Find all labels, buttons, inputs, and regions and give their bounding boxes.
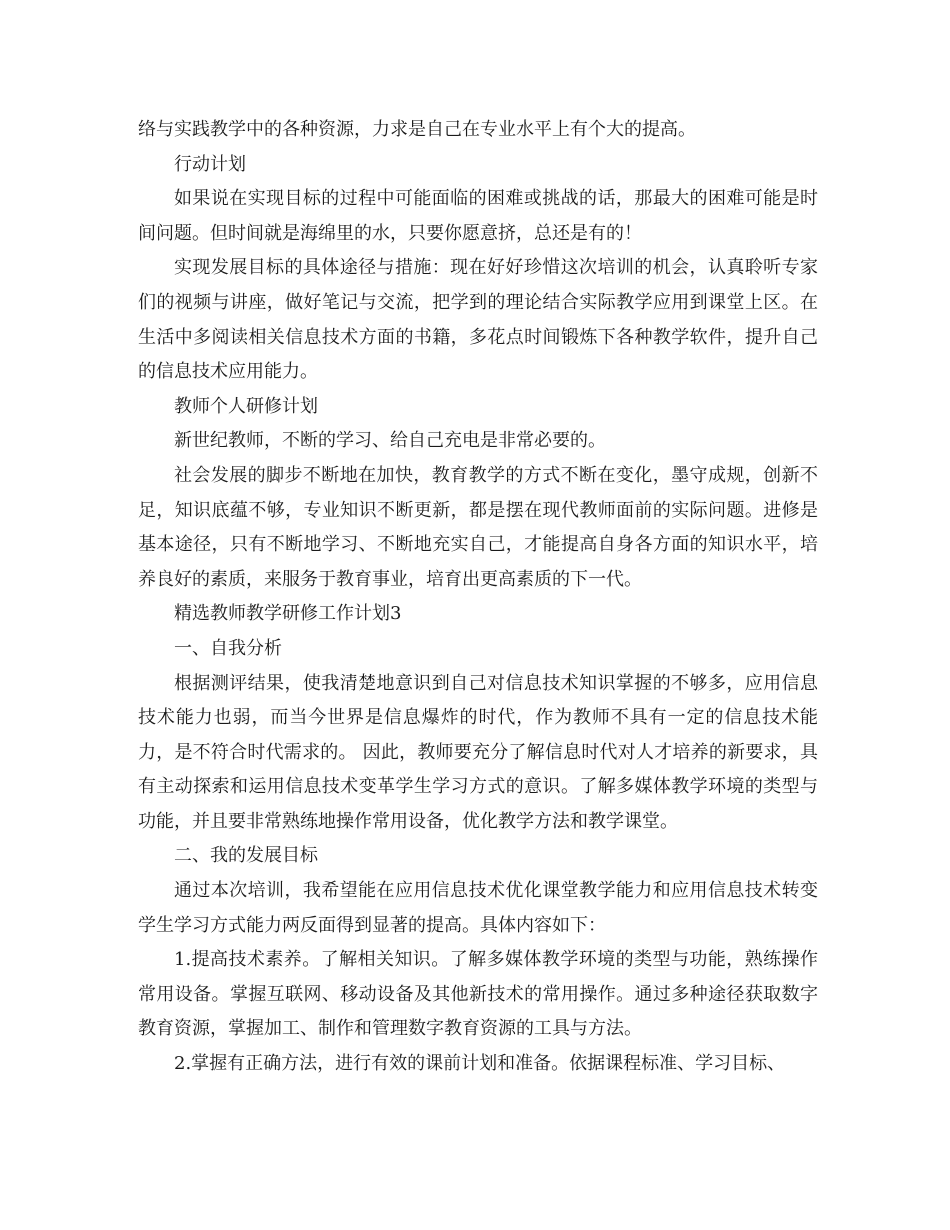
paragraph: 通过本次培训，我希望能在应用信息技术优化课堂教学能力和应用信息技术转变学生学习方式能力两反面得到显著的提高。具体内容如下： <box>138 880 818 936</box>
section-heading: 精选教师教学研修工作计划3 <box>174 603 402 625</box>
paragraph: 根据测评结果，使我清楚地意识到自己对信息技术知识掌握的不够多，应用信息技术能力也弱，而当今世界是信息爆炸的时代，作为教师不具有一定的信息技术能力，是不符合时代需求的。 因此，教师要充分了解信息时代对人才培养的新要求，具有主动探索和运用信息技术变革学生学习方式的意识。了解多媒体教学环境的类型与功能，并且要非常熟练地操作常用设备，优化教学方法和教学课堂。 <box>138 672 818 832</box>
section-heading: 教师个人研修计划 <box>174 395 318 417</box>
paragraph: 如果说在实现目标的过程中可能面临的困难或挑战的话，那最大的困难可能是时间问题。但时间就是海绵里的水，只要你愿意挤，总还是有的！ <box>138 188 818 244</box>
section-heading: 一、自我分析 <box>174 637 282 659</box>
list-item: 2.掌握有正确方法，进行有效的课前计划和准备。依据课程标准、学习目标、 <box>174 1053 786 1075</box>
list-item: 1.提高技术素养。了解相关知识。了解多媒体教学环境的类型与功能，熟练操作常用设备。掌握互联网、移动设备及其他新技术的常用操作。通过多种途径获取数字教育资源，掌握加工、制作和管理数字教育资源的工具与方法。 <box>138 949 818 1040</box>
section-heading: 二、我的发展目标 <box>174 845 318 867</box>
document-body <box>138 113 818 1082</box>
paragraph: 实现发展目标的具体途径与措施：现在好好珍惜这次培训的机会，认真聆听专家们的视频与讲座，做好笔记与交流，把学到的理论结合实际教学应用到课堂上区。在生活中多阅读相关信息技术方面的书籍，多花点时间锻炼下各种教学软件，提升自己的信息技术应用能力。 <box>138 257 818 383</box>
paragraph: 新世纪教师，不断的学习、给自己充电是非常必要的。 <box>174 430 606 452</box>
paragraph: 社会发展的脚步不断地在加快，教育教学的方式不断在变化，墨守成规，创新不足，知识底蕴不够，专业知识不断更新，都是摆在现代教师面前的实际问题。进修是基本途径，只有不断地学习、不断地充实自己，才能提高自身各方面的知识水平，培养良好的素质，来服务于教育事业，培育出更高素质的下一代。 <box>138 464 818 590</box>
section-heading: 行动计划 <box>174 153 246 175</box>
paragraph: 络与实践教学中的各种资源，力求是自己在专业水平上有个大的提高。 <box>138 119 696 140</box>
